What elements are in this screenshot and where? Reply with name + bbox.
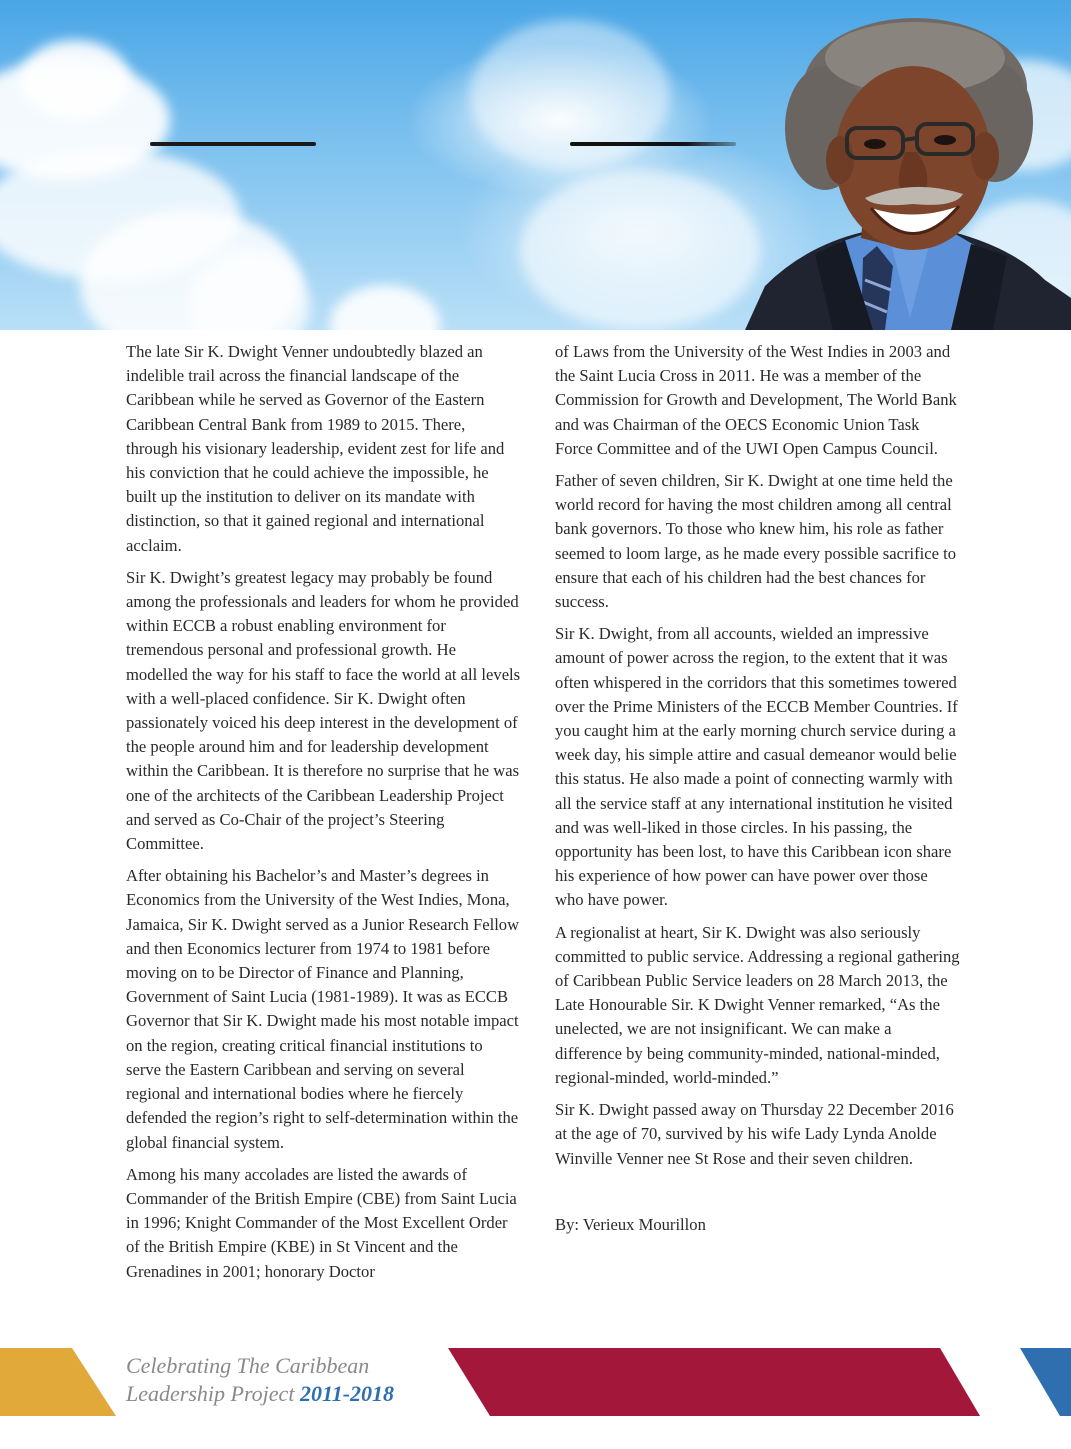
paragraph: Among his many accolades are listed the awards of Commander of the British Empire (CBE) from Saint Lucia in 1996; Knight Commander of the Most Excellent Order of the British Empire (KBE) in St Vincent and the Grenadines in 2001; honorary Doctor bbox=[126, 1164, 517, 1281]
article-column-right bbox=[555, 340, 960, 1245]
paragraph: The late Sir K. Dwight Venner undoubtedly blazed an indelible trail across the financial landscape of the Caribbean while he served as Governor of the Eastern Caribbean Central Bank from 1989 to 2015. There, through his visionary leadership, evident zest for life and his conviction that he could achieve the impossible, he built up the institution to deliver on its mandate with distinction, so that it gained regional and international acclaim. bbox=[126, 342, 505, 555]
footer-title-line2: Leadership Project bbox=[126, 1381, 295, 1406]
footer-gold-stripe bbox=[0, 1348, 116, 1416]
portrait-photo bbox=[745, 18, 1071, 330]
paragraph: Father of seven children, Sir K. Dwight at one time held the world record for having the most children among all central bank governors. To those who knew him, his role as father seemed to loom large, as he made every possible sacrifice to ensure that each of his children had the best chances for success. bbox=[555, 471, 957, 612]
footer-title bbox=[126, 1352, 394, 1408]
sky-banner bbox=[0, 0, 1071, 330]
paragraph: Sir K. Dwight’s greatest legacy may probably be found among the professionals and leaders for whom he provided within ECCB a robust enabling environment for tremendous personal and professional growth. He modelled the way for his staff to face the world at all levels with a well-placed confidence. Sir K. Dwight often passionately voiced his deep interest in the development of the people around him and for leadership development within the Caribbean. It is therefore no surprise that he was one of the architects of the Caribbean Leadership Project and served as Co-Chair of the project’s Steering Committee. bbox=[126, 567, 521, 854]
footer-red-stripe bbox=[448, 1348, 980, 1416]
paragraph: Sir K. Dwight passed away on Thursday 22 December 2016 at the age of 70, survived by his wife Lady Lynda Anolde Winville Venner nee St Rose and their seven children. bbox=[555, 1100, 954, 1168]
decorative-line-left bbox=[150, 142, 316, 146]
cloud bbox=[470, 20, 670, 170]
portrait-illustration bbox=[745, 18, 1071, 330]
footer-years: 2011-2018 bbox=[299, 1381, 395, 1406]
footer-title-line1: Celebrating The Caribbean bbox=[126, 1353, 370, 1378]
paragraph: Sir K. Dwight, from all accounts, wielded an impressive amount of power across the region, to the extent that it was often whispered in the corridors that this sometimes towered over the Prime Ministers of the ECCB Member Countries. If you caught him at the early morning church service during a week day, his simple attire and casual demeanor would belie this status. He also made a point of connecting warmly with all the service staff at any international institution he visited and was well-liked in those circles. In his passing, the opportunity has been lost, to have this Caribbean icon share his experience of how power can have power over those who have power. bbox=[555, 624, 958, 910]
decorative-line-right bbox=[570, 142, 736, 146]
cloud bbox=[520, 170, 760, 330]
paragraph: After obtaining his Bachelor’s and Master’s degrees in Economics from the University of the West Indies, Mona, Jamaica, Sir K. Dwight served as a Junior Research Fellow and then Economics lecturer from 1974 to 1981 before moving on to be Director of Finance and Planning, Government of Saint Lucia (1981-1989). It was as ECCB Governor that Sir K. Dwight made his most notable impact on the region, creating critical financial institutions to serve the Eastern Caribbean and serving on several regional and international bodies where he fiercely defended the region’s right to self-determination within the global financial system. bbox=[126, 866, 520, 1152]
footer-blue-stripe bbox=[1020, 1348, 1071, 1416]
paragraph: A regionalist at heart, Sir K. Dwight was also seriously committed to public service. Addressing a regional gathering of Caribbean Public Service leaders on 28 March 2013, the Late Honourable Sir. K Dwight Venner remarked, “As the unelected, we are not insignificant. We can make a difference by being community-minded, national-minded, regional-minded, world-minded.” bbox=[555, 922, 960, 1087]
cloud bbox=[330, 285, 440, 330]
byline: By: Verieux Mourillon bbox=[555, 1214, 706, 1234]
cloud bbox=[20, 40, 130, 120]
paragraph: of Laws from the University of the West Indies in 2003 and the Saint Lucia Cross in 2011. He was a member of the Commission for Growth and Development, The World Bank and was Chairman of the OECS Economic Union Task Force Committee and of the UWI Open Campus Council. bbox=[555, 342, 957, 458]
article-column-left bbox=[126, 340, 521, 1292]
